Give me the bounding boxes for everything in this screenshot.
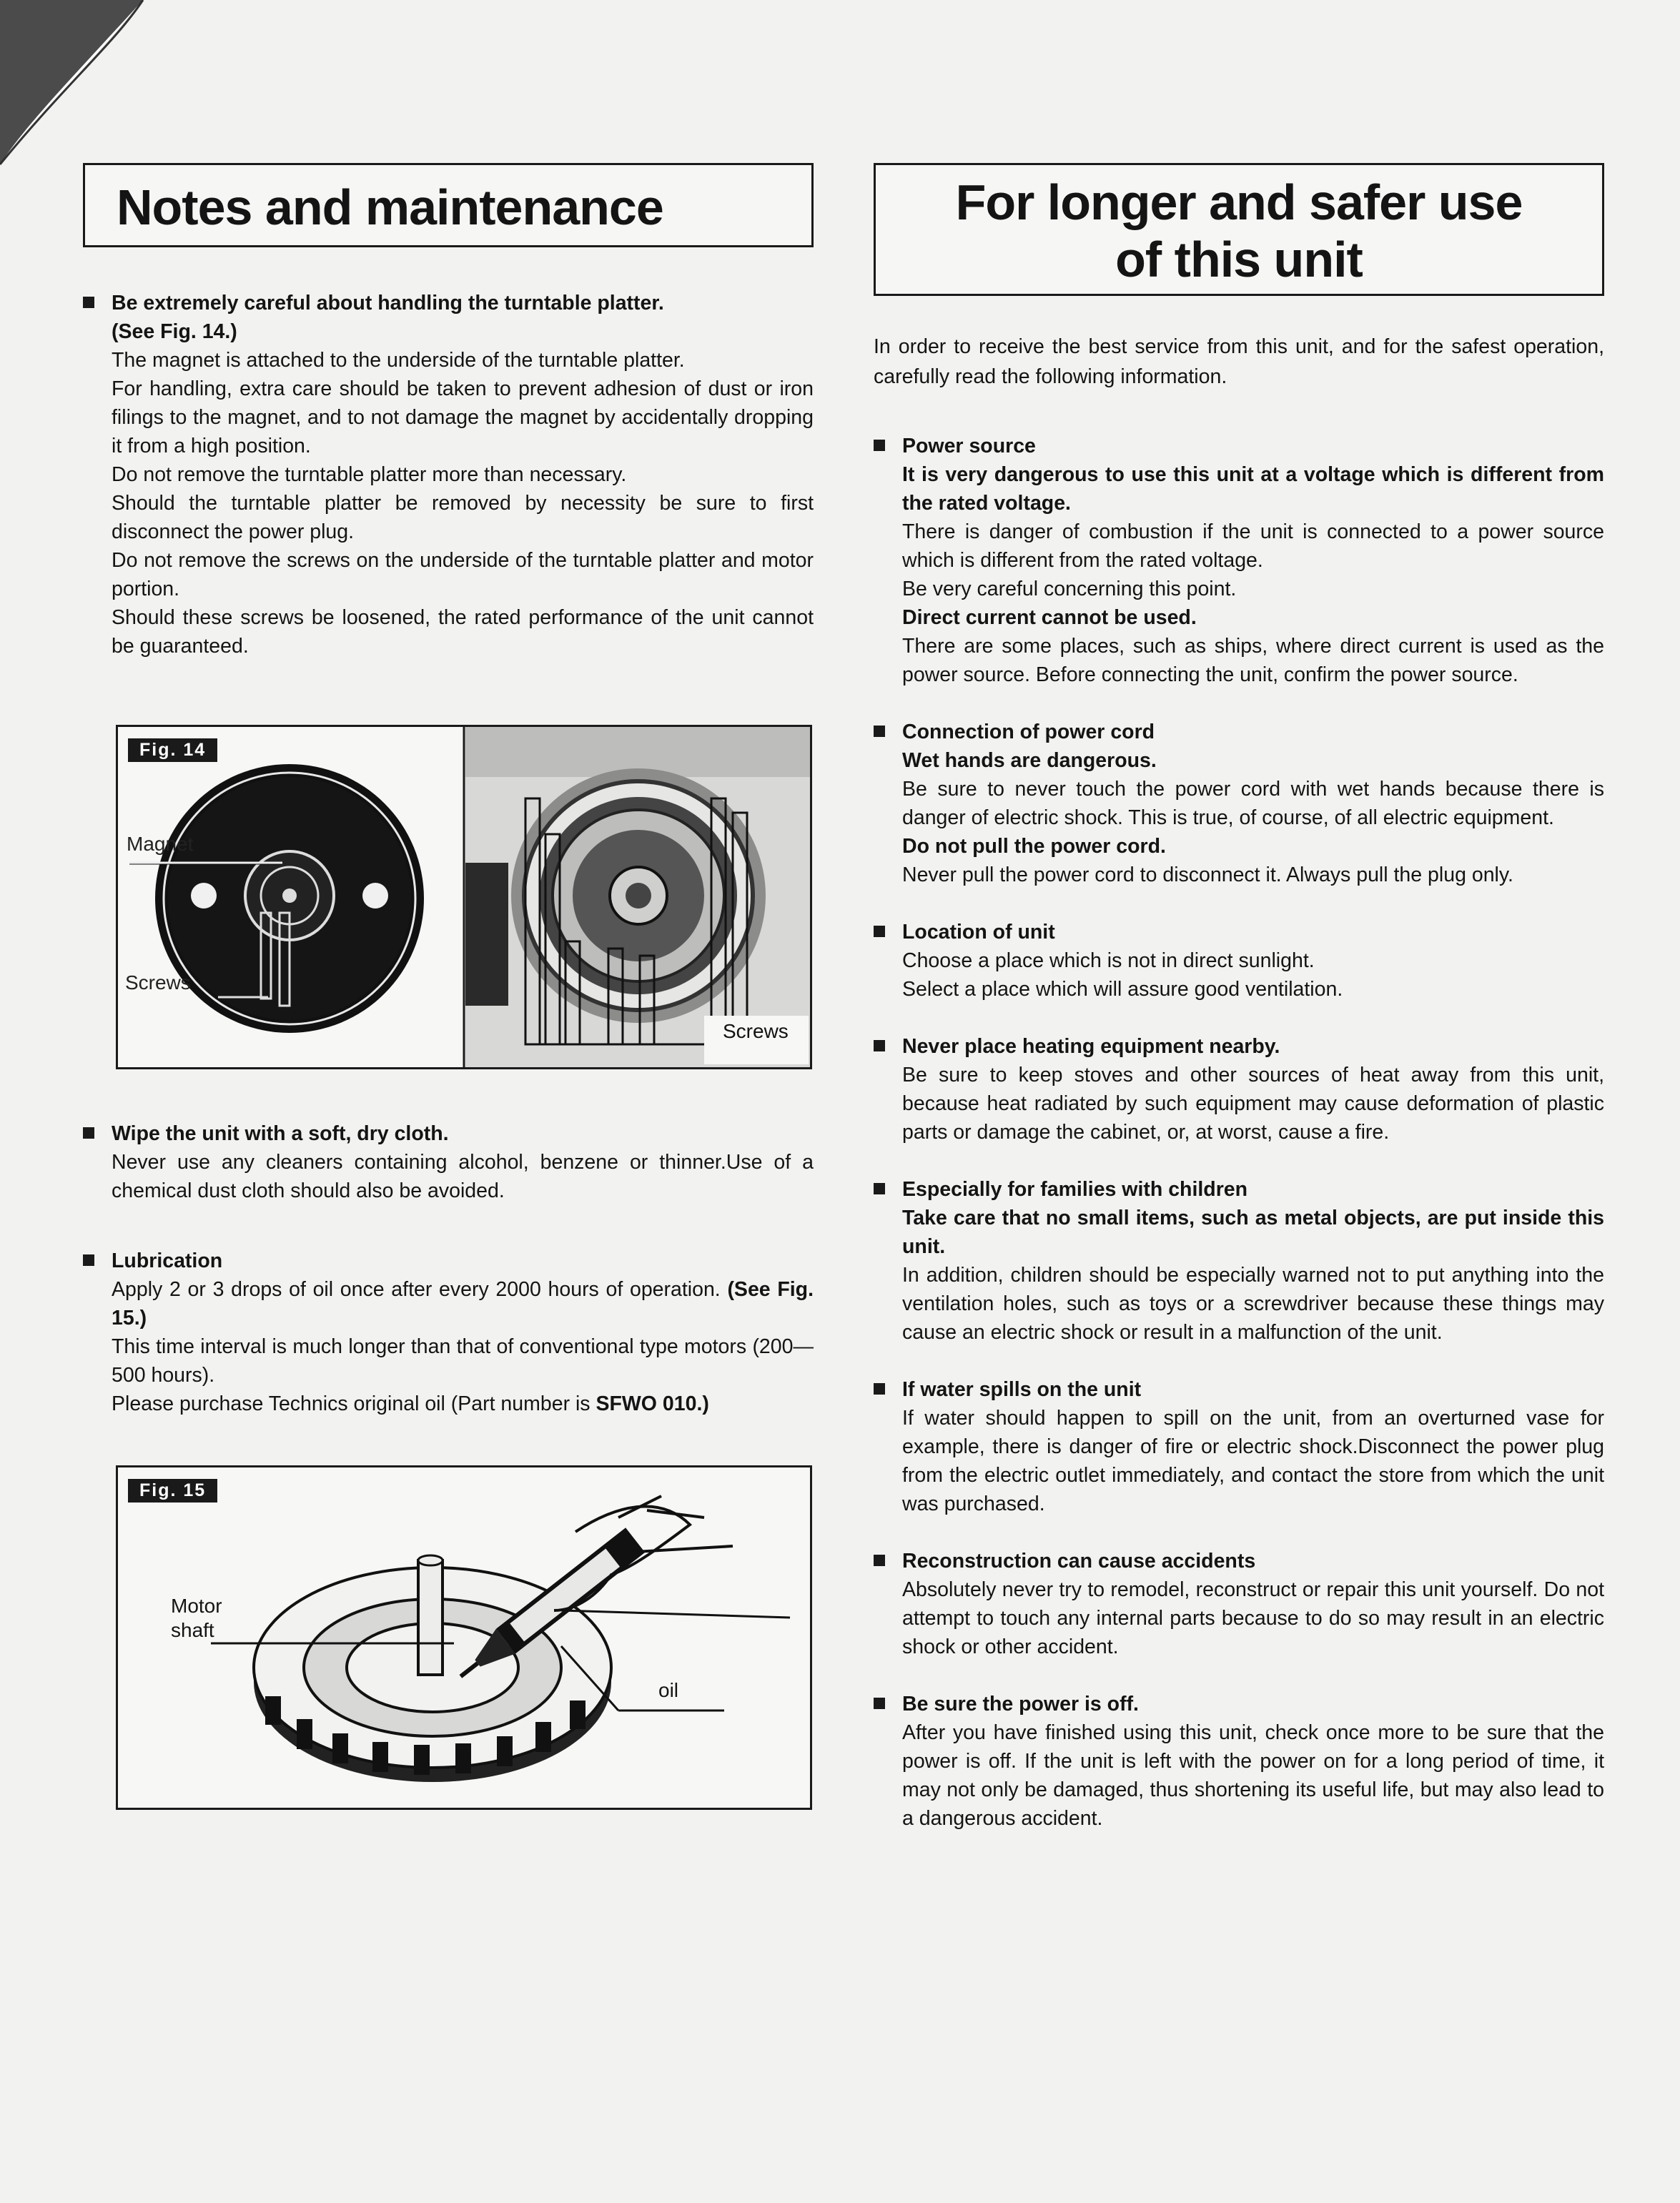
section-location xyxy=(874,918,1604,1004)
section-power-cord xyxy=(874,718,1604,889)
paragraph: After you have finished using this unit, check once more to be sure that the power is off. If the unit is left with the power on for a long period of time, it may not only be damaged, thus shortening its useful life, but may also lead to a dangerous accident. xyxy=(902,1721,1604,1830)
paragraph: Never pull the power cord to disconnect it. Always pull the plug only. xyxy=(902,863,1513,886)
notes-title: Notes and maintenance xyxy=(83,163,814,247)
safety-title-line2: of this unit xyxy=(1115,232,1363,287)
screws-label-left: Screws xyxy=(125,971,191,994)
subheading: Wet hands are dangerous. xyxy=(902,749,1157,772)
section-lubrication xyxy=(83,1247,814,1418)
intro-paragraph: In order to receive the best service from this unit, and for the safest operation, carefully read the following information. xyxy=(874,335,1604,388)
figure-15-tag: Fig. 15 xyxy=(128,1479,217,1503)
section-power-off xyxy=(874,1690,1604,1833)
bullet-icon xyxy=(874,1383,885,1395)
bullet-icon xyxy=(874,440,885,451)
section-heading: Reconstruction can cause accidents xyxy=(902,1550,1256,1573)
oil-label: oil xyxy=(658,1679,679,1701)
paragraph: There are some places, such as ships, where direct current is used as the power source. Before connecting the unit, confirm the power source. xyxy=(902,635,1604,686)
bullet-icon xyxy=(874,1183,885,1194)
bullet-icon xyxy=(83,1254,94,1266)
section-heading: Especially for families with children xyxy=(902,1178,1248,1201)
bullet-icon xyxy=(874,1555,885,1566)
paragraph: Choose a place which is not in direct sunlight. xyxy=(902,949,1315,972)
paragraph: Never use any cleaners containing alcohol, benzene or thinner.Use of a chemical dust cloth should also be avoided. xyxy=(112,1151,814,1202)
figure-15-illustration xyxy=(118,1467,810,1808)
section-heading: Lubrication xyxy=(112,1249,223,1272)
paragraph: Do not remove the screws on the underside of the turntable platter and motor portion. xyxy=(112,549,814,600)
paragraph: Select a place which will assure good ventilation. xyxy=(902,978,1343,1001)
section-wipe-unit xyxy=(83,1119,814,1205)
folded-page-corner xyxy=(0,0,157,172)
paragraph: If water should happen to spill on the unit, from an overturned vase for example, there is danger of fire or electric shock.Disconnect the power plug from the electric outlet immediately, and contact the store from which the unit was purchased. xyxy=(902,1407,1604,1515)
paragraph: Should the turntable platter be removed by necessity be sure to first disconnect the power plug. xyxy=(112,492,814,543)
figure-14-tag: Fig. 14 xyxy=(128,738,217,762)
motor-label: Motor xyxy=(171,1595,222,1617)
right-column xyxy=(874,163,1604,1833)
paragraph: There is danger of combustion if the unit is connected to a power source which is different from the rated voltage. xyxy=(902,520,1604,572)
subheading: Direct current cannot be used. xyxy=(902,606,1197,629)
screws-label-right: Screws xyxy=(723,1020,789,1042)
subheading: It is very dangerous to use this unit at a voltage which is different from the rated voltage. xyxy=(902,463,1604,515)
oil-part-number: SFWO 010.) xyxy=(596,1392,709,1415)
section-heading: Location of unit xyxy=(902,921,1055,944)
lubrication-text: Apply 2 or 3 drops of oil once after every 2000 hours of operation. xyxy=(112,1278,728,1301)
bullet-icon xyxy=(874,1698,885,1709)
paragraph xyxy=(112,1275,814,1332)
paragraph: Should these screws be loosened, the rated performance of the unit cannot be guaranteed. xyxy=(112,606,814,658)
shaft-label: shaft xyxy=(171,1619,214,1641)
section-heading: Be sure the power is off. xyxy=(902,1693,1139,1716)
paragraph: Be very careful concerning this point. xyxy=(902,578,1237,600)
figure-15 xyxy=(116,1465,812,1810)
subheading: Take care that no small items, such as metal objects, are put inside this unit. xyxy=(902,1207,1604,1258)
section-heading: Never place heating equipment nearby. xyxy=(902,1035,1280,1058)
safety-title xyxy=(874,163,1604,296)
safety-title-line1: For longer and safer use xyxy=(955,174,1523,230)
fig15-reference: (See Fig. 15.) xyxy=(112,1278,814,1330)
oil-purchase-text: Please purchase Technics original oil (Part number is xyxy=(112,1392,596,1415)
section-heading: Connection of power cord xyxy=(902,721,1155,743)
section-children xyxy=(874,1175,1604,1347)
figure-14-illustration xyxy=(118,727,810,1067)
section-heading: Wipe the unit with a soft, dry cloth. xyxy=(112,1122,449,1145)
paragraph xyxy=(112,1390,814,1418)
section-heading-ref: (See Fig. 14.) xyxy=(112,320,237,343)
bullet-icon xyxy=(83,297,94,308)
bullet-icon xyxy=(874,1040,885,1051)
paragraph: For handling, extra care should be taken to prevent adhesion of dust or iron filings to the magnet, and to not damage the magnet by accidentally dropping it from a high position. xyxy=(112,377,814,457)
section-water-spills xyxy=(874,1375,1604,1518)
bullet-icon xyxy=(874,926,885,937)
bullet-icon xyxy=(83,1127,94,1139)
paragraph: Absolutely never try to remodel, reconstruct or repair this unit yourself. Do not attempt to touch any internal parts because to do so may result in an electric shock or other accident. xyxy=(902,1578,1604,1658)
subheading: Do not pull the power cord. xyxy=(902,835,1166,858)
section-power-source xyxy=(874,432,1604,689)
paragraph: This time interval is much longer than that of conventional type motors (200—500 hours). xyxy=(112,1335,814,1387)
paragraph: Be sure to never touch the power cord with wet hands because there is danger of electric shock. This is true, of course, of all electric equipment. xyxy=(902,778,1604,829)
figure-14 xyxy=(116,725,812,1069)
magnet-label: Magnet xyxy=(127,833,194,855)
section-heating-equipment xyxy=(874,1032,1604,1147)
bullet-icon xyxy=(874,726,885,737)
paragraph: The magnet is attached to the underside of the turntable platter. xyxy=(112,349,685,372)
section-heading: Be extremely careful about handling the turntable platter. xyxy=(112,292,664,315)
paragraph: Be sure to keep stoves and other sources of heat away from this unit, because heat radiated by such equipment may cause deformation of plastic parts or damage the cabinet, or, at worst, cause a fire. xyxy=(902,1064,1604,1144)
section-turntable-platter xyxy=(83,289,814,660)
section-heading: Power source xyxy=(902,435,1036,457)
left-column xyxy=(83,163,814,1810)
paragraph: In addition, children should be especially warned not to put anything into the ventilation holes, such as toys or a screwdriver because these things may cause an electric shock or result in a malfunction of the unit. xyxy=(902,1264,1604,1344)
section-reconstruction xyxy=(874,1547,1604,1661)
paragraph: Do not remove the turntable platter more than necessary. xyxy=(112,463,627,486)
section-heading: If water spills on the unit xyxy=(902,1378,1142,1401)
